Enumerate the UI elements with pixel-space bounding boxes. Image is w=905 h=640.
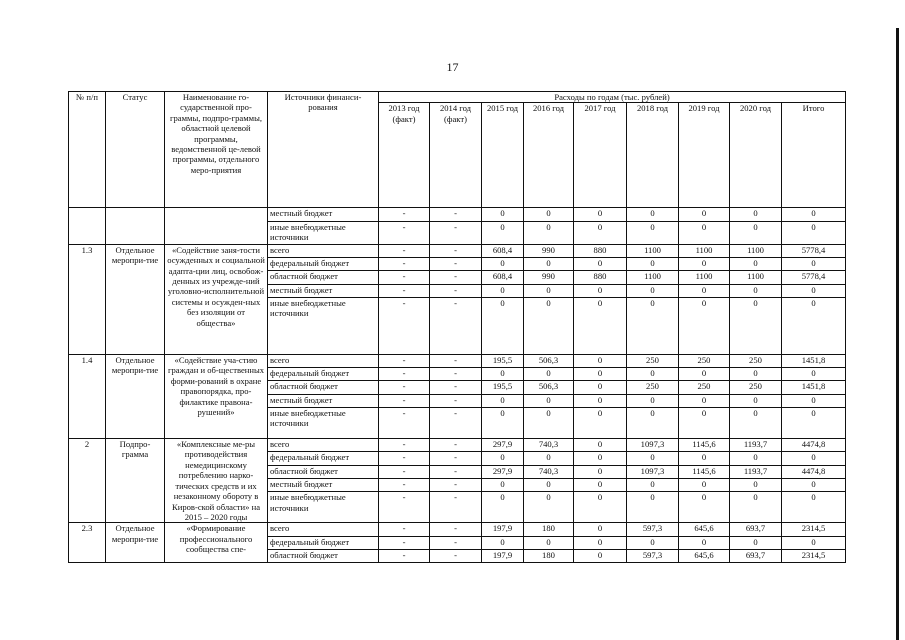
row-value: 0 <box>679 221 730 244</box>
row-value: 693,7 <box>730 549 782 562</box>
row-value: 0 <box>782 221 846 244</box>
row-value: 197,9 <box>482 549 524 562</box>
row-value: 0 <box>627 452 679 465</box>
row-value: 0 <box>574 439 627 452</box>
page-number: 17 <box>446 60 459 74</box>
row-value: 0 <box>679 258 730 271</box>
header-year: 2017 год <box>574 103 627 208</box>
row-value: 1193,7 <box>730 439 782 452</box>
row-value: 2314,5 <box>782 549 846 562</box>
row-value: 0 <box>524 452 574 465</box>
row-source: областной бюджет <box>268 465 379 478</box>
row-value: 0 <box>679 368 730 381</box>
row-value: - <box>379 271 430 284</box>
row-value: 1100 <box>627 271 679 284</box>
row-value: 4474,8 <box>782 439 846 452</box>
row-value: - <box>430 478 482 491</box>
row-value: 0 <box>574 354 627 367</box>
row-value: 740,3 <box>524 439 574 452</box>
row-value: 0 <box>524 297 574 354</box>
row-value: 0 <box>730 368 782 381</box>
row-value: - <box>430 408 482 439</box>
row-value: 1100 <box>730 244 782 257</box>
row-source: областной бюджет <box>268 549 379 562</box>
row-value: 1100 <box>730 271 782 284</box>
row-name: «Содействие заня-тости осужденных и социальной адапта-ции лиц, освобож-денных из учрежде-ний уголовно-исполнительной системы и осужден-ных без изоляции от общества» <box>165 244 268 354</box>
row-value: - <box>379 208 430 221</box>
row-value: 0 <box>482 492 524 523</box>
row-value: - <box>379 465 430 478</box>
row-source: всего <box>268 244 379 257</box>
row-value: 0 <box>482 221 524 244</box>
row-value: - <box>430 271 482 284</box>
table-row <box>69 208 846 221</box>
row-value: 5778,4 <box>782 244 846 257</box>
row-value: 0 <box>782 258 846 271</box>
row-value: - <box>430 439 482 452</box>
row-value: 1100 <box>679 244 730 257</box>
row-value: 0 <box>627 297 679 354</box>
row-value: 0 <box>524 208 574 221</box>
header-year: 2015 год <box>482 103 524 208</box>
row-value: - <box>379 381 430 394</box>
row-value: 0 <box>782 297 846 354</box>
header-year: 2020 год <box>730 103 782 208</box>
row-value: - <box>379 258 430 271</box>
row-value: 0 <box>679 452 730 465</box>
header-year: 2016 год <box>524 103 574 208</box>
row-value: 250 <box>627 381 679 394</box>
row-value: - <box>379 536 430 549</box>
row-value: 740,3 <box>524 465 574 478</box>
row-value: 0 <box>574 452 627 465</box>
row-value: 1145,6 <box>679 465 730 478</box>
row-value: 0 <box>730 492 782 523</box>
header-year: 2019 год <box>679 103 730 208</box>
row-value: 1145,6 <box>679 439 730 452</box>
row-status: Отдельное меропри-тие <box>106 523 165 563</box>
row-value: - <box>379 549 430 562</box>
row-name <box>165 208 268 244</box>
row-value: - <box>430 523 482 536</box>
row-value: 197,9 <box>482 523 524 536</box>
row-value: 0 <box>782 478 846 491</box>
row-value: 1451,8 <box>782 381 846 394</box>
row-value: 180 <box>524 523 574 536</box>
row-value: - <box>379 523 430 536</box>
row-value: 0 <box>574 368 627 381</box>
row-value: - <box>379 478 430 491</box>
row-value: - <box>379 368 430 381</box>
header-name: Наименование го-сударственной про-граммы, подпро-граммы, областной целевой программы, ведомственной це-левой программы, отдельного меро-приятия <box>165 92 268 208</box>
row-value: 1193,7 <box>730 465 782 478</box>
row-value: 0 <box>679 284 730 297</box>
row-value: 250 <box>730 354 782 367</box>
row-value: 0 <box>524 536 574 549</box>
row-value: 0 <box>482 452 524 465</box>
row-value: 597,3 <box>627 549 679 562</box>
row-value: 0 <box>627 492 679 523</box>
row-source: федеральный бюджет <box>268 536 379 549</box>
row-value: 645,6 <box>679 523 730 536</box>
row-value: 250 <box>730 381 782 394</box>
row-source: иные внебюджетные источники <box>268 492 379 523</box>
row-value: 645,6 <box>679 549 730 562</box>
header-year: 2014 год (факт) <box>430 103 482 208</box>
row-value: - <box>430 368 482 381</box>
row-value: 297,9 <box>482 439 524 452</box>
row-value: 0 <box>574 221 627 244</box>
row-source: всего <box>268 439 379 452</box>
row-value: 1097,3 <box>627 439 679 452</box>
row-value: 0 <box>574 523 627 536</box>
row-value: - <box>430 297 482 354</box>
budget-table <box>68 91 846 563</box>
row-value: 0 <box>524 258 574 271</box>
row-value: - <box>430 492 482 523</box>
row-value: - <box>430 465 482 478</box>
row-value: 0 <box>482 478 524 491</box>
row-value: 990 <box>524 271 574 284</box>
row-value: 0 <box>574 408 627 439</box>
row-source: федеральный бюджет <box>268 258 379 271</box>
row-value: 506,3 <box>524 354 574 367</box>
row-value: 0 <box>679 297 730 354</box>
row-name: «Комплексные ме-ры противодействия немедицинскому потреблению нарко-тических средств и их незаконному обороту в Киров-ской области» на 2015 – 2020 годы <box>165 439 268 523</box>
row-value: - <box>379 439 430 452</box>
row-source: всего <box>268 354 379 367</box>
row-value: 1100 <box>679 271 730 284</box>
row-value: 990 <box>524 244 574 257</box>
row-status: Подпро-грамма <box>106 439 165 523</box>
row-value: - <box>379 244 430 257</box>
row-source: иные внебюджетные источники <box>268 408 379 439</box>
header-year: 2013 год (факт) <box>379 103 430 208</box>
row-value: - <box>430 549 482 562</box>
row-value: - <box>379 297 430 354</box>
table-row <box>69 354 846 367</box>
row-value: 608,4 <box>482 271 524 284</box>
table-row <box>69 244 846 257</box>
header-status: Статус <box>106 92 165 208</box>
row-value: 0 <box>782 408 846 439</box>
row-source: местный бюджет <box>268 478 379 491</box>
row-source: областной бюджет <box>268 381 379 394</box>
row-value: 0 <box>627 258 679 271</box>
row-value: 0 <box>482 258 524 271</box>
row-value: 0 <box>574 284 627 297</box>
row-value: 0 <box>574 492 627 523</box>
row-value: 0 <box>730 297 782 354</box>
row-source: иные внебюджетные источники <box>268 221 379 244</box>
row-value: - <box>430 381 482 394</box>
row-value: 0 <box>627 408 679 439</box>
row-value: 0 <box>524 394 574 407</box>
row-value: 0 <box>679 208 730 221</box>
row-value: 0 <box>730 208 782 221</box>
row-value: 0 <box>782 368 846 381</box>
row-value: 0 <box>574 394 627 407</box>
row-num: 1.3 <box>69 244 106 354</box>
header-source: Источники финанси-рования <box>268 92 379 208</box>
row-value: - <box>379 284 430 297</box>
row-value: 0 <box>524 478 574 491</box>
row-value: 0 <box>627 284 679 297</box>
row-value: 506,3 <box>524 381 574 394</box>
row-value: 0 <box>730 452 782 465</box>
row-value: - <box>379 408 430 439</box>
row-value: 693,7 <box>730 523 782 536</box>
row-value: 0 <box>524 221 574 244</box>
row-value: - <box>379 221 430 244</box>
row-status: Отдельное меропри-тие <box>106 354 165 438</box>
row-value: 0 <box>679 536 730 549</box>
row-value: 0 <box>730 478 782 491</box>
row-value: 0 <box>627 536 679 549</box>
row-value: 0 <box>782 208 846 221</box>
row-value: 0 <box>627 394 679 407</box>
row-value: 0 <box>524 408 574 439</box>
row-name: «Формирование профессионального сообщества спе- <box>165 523 268 563</box>
row-value: 597,3 <box>627 523 679 536</box>
row-value: - <box>379 452 430 465</box>
row-value: 0 <box>730 394 782 407</box>
row-value: 0 <box>730 221 782 244</box>
row-value: 0 <box>482 284 524 297</box>
row-value: 0 <box>524 492 574 523</box>
row-value: 0 <box>782 452 846 465</box>
row-value: - <box>430 258 482 271</box>
row-value: - <box>430 221 482 244</box>
row-value: 0 <box>679 492 730 523</box>
row-value: - <box>430 284 482 297</box>
header-num: № п/п <box>69 92 106 208</box>
row-num: 2 <box>69 439 106 523</box>
row-value: 0 <box>574 465 627 478</box>
row-status: Отдельное меропри-тие <box>106 244 165 354</box>
row-source: всего <box>268 523 379 536</box>
row-value: 0 <box>730 284 782 297</box>
row-value: 0 <box>574 478 627 491</box>
row-value: - <box>430 536 482 549</box>
row-value: 0 <box>627 368 679 381</box>
row-value: 0 <box>782 394 846 407</box>
header-expenses: Расходы по годам (тыс. рублей) <box>379 92 846 103</box>
row-source: федеральный бюджет <box>268 452 379 465</box>
row-value: - <box>379 394 430 407</box>
row-source: местный бюджет <box>268 284 379 297</box>
row-num: 2.3 <box>69 523 106 563</box>
row-value: 0 <box>482 536 524 549</box>
row-value: - <box>430 452 482 465</box>
row-value: 0 <box>627 478 679 491</box>
row-value: 0 <box>730 258 782 271</box>
row-value: - <box>430 394 482 407</box>
table-row <box>69 523 846 536</box>
row-value: 0 <box>627 221 679 244</box>
row-source: иные внебюджетные источники <box>268 297 379 354</box>
row-value: 0 <box>482 208 524 221</box>
row-value: 0 <box>730 408 782 439</box>
row-value: 0 <box>574 549 627 562</box>
row-value: 195,5 <box>482 354 524 367</box>
row-value: 1451,8 <box>782 354 846 367</box>
row-value: 297,9 <box>482 465 524 478</box>
row-value: 1097,3 <box>627 465 679 478</box>
scan-edge-bar <box>896 28 899 640</box>
row-value: 250 <box>627 354 679 367</box>
row-value: 880 <box>574 244 627 257</box>
row-value: 180 <box>524 549 574 562</box>
row-value: 0 <box>482 394 524 407</box>
row-value: 0 <box>730 536 782 549</box>
row-value: 0 <box>627 208 679 221</box>
row-num: 1.4 <box>69 354 106 438</box>
row-num <box>69 208 106 244</box>
row-value: 0 <box>482 297 524 354</box>
row-status <box>106 208 165 244</box>
row-value: 5778,4 <box>782 271 846 284</box>
row-value: 1100 <box>627 244 679 257</box>
row-value: 0 <box>782 284 846 297</box>
row-value: 4474,8 <box>782 465 846 478</box>
row-value: 0 <box>482 408 524 439</box>
row-value: 0 <box>782 536 846 549</box>
row-value: 0 <box>574 297 627 354</box>
row-value: 0 <box>574 381 627 394</box>
row-value: 0 <box>679 394 730 407</box>
row-source: местный бюджет <box>268 394 379 407</box>
row-value: 0 <box>574 208 627 221</box>
row-value: - <box>379 354 430 367</box>
row-value: - <box>430 208 482 221</box>
row-value: 880 <box>574 271 627 284</box>
table-body <box>69 92 846 563</box>
row-value: 0 <box>679 408 730 439</box>
row-value: 0 <box>574 536 627 549</box>
row-value: 0 <box>574 258 627 271</box>
row-value: 195,5 <box>482 381 524 394</box>
row-value: 250 <box>679 354 730 367</box>
row-value: 250 <box>679 381 730 394</box>
row-value: 0 <box>782 492 846 523</box>
row-value: 608,4 <box>482 244 524 257</box>
table-row <box>69 439 846 452</box>
row-value: 0 <box>524 368 574 381</box>
row-source: местный бюджет <box>268 208 379 221</box>
header-year: 2018 год <box>627 103 679 208</box>
row-source: областной бюджет <box>268 271 379 284</box>
row-source: федеральный бюджет <box>268 368 379 381</box>
row-value: 0 <box>524 284 574 297</box>
row-value: - <box>430 354 482 367</box>
header-row-1 <box>69 92 846 103</box>
row-value: - <box>379 492 430 523</box>
row-value: - <box>430 244 482 257</box>
row-name: «Содействие уча-стию граждан и об-щественных форми-рований в охране правопорядка, про-филактике правона-рушений» <box>165 354 268 438</box>
header-year: Итого <box>782 103 846 208</box>
row-value: 0 <box>679 478 730 491</box>
row-value: 2314,5 <box>782 523 846 536</box>
row-value: 0 <box>482 368 524 381</box>
